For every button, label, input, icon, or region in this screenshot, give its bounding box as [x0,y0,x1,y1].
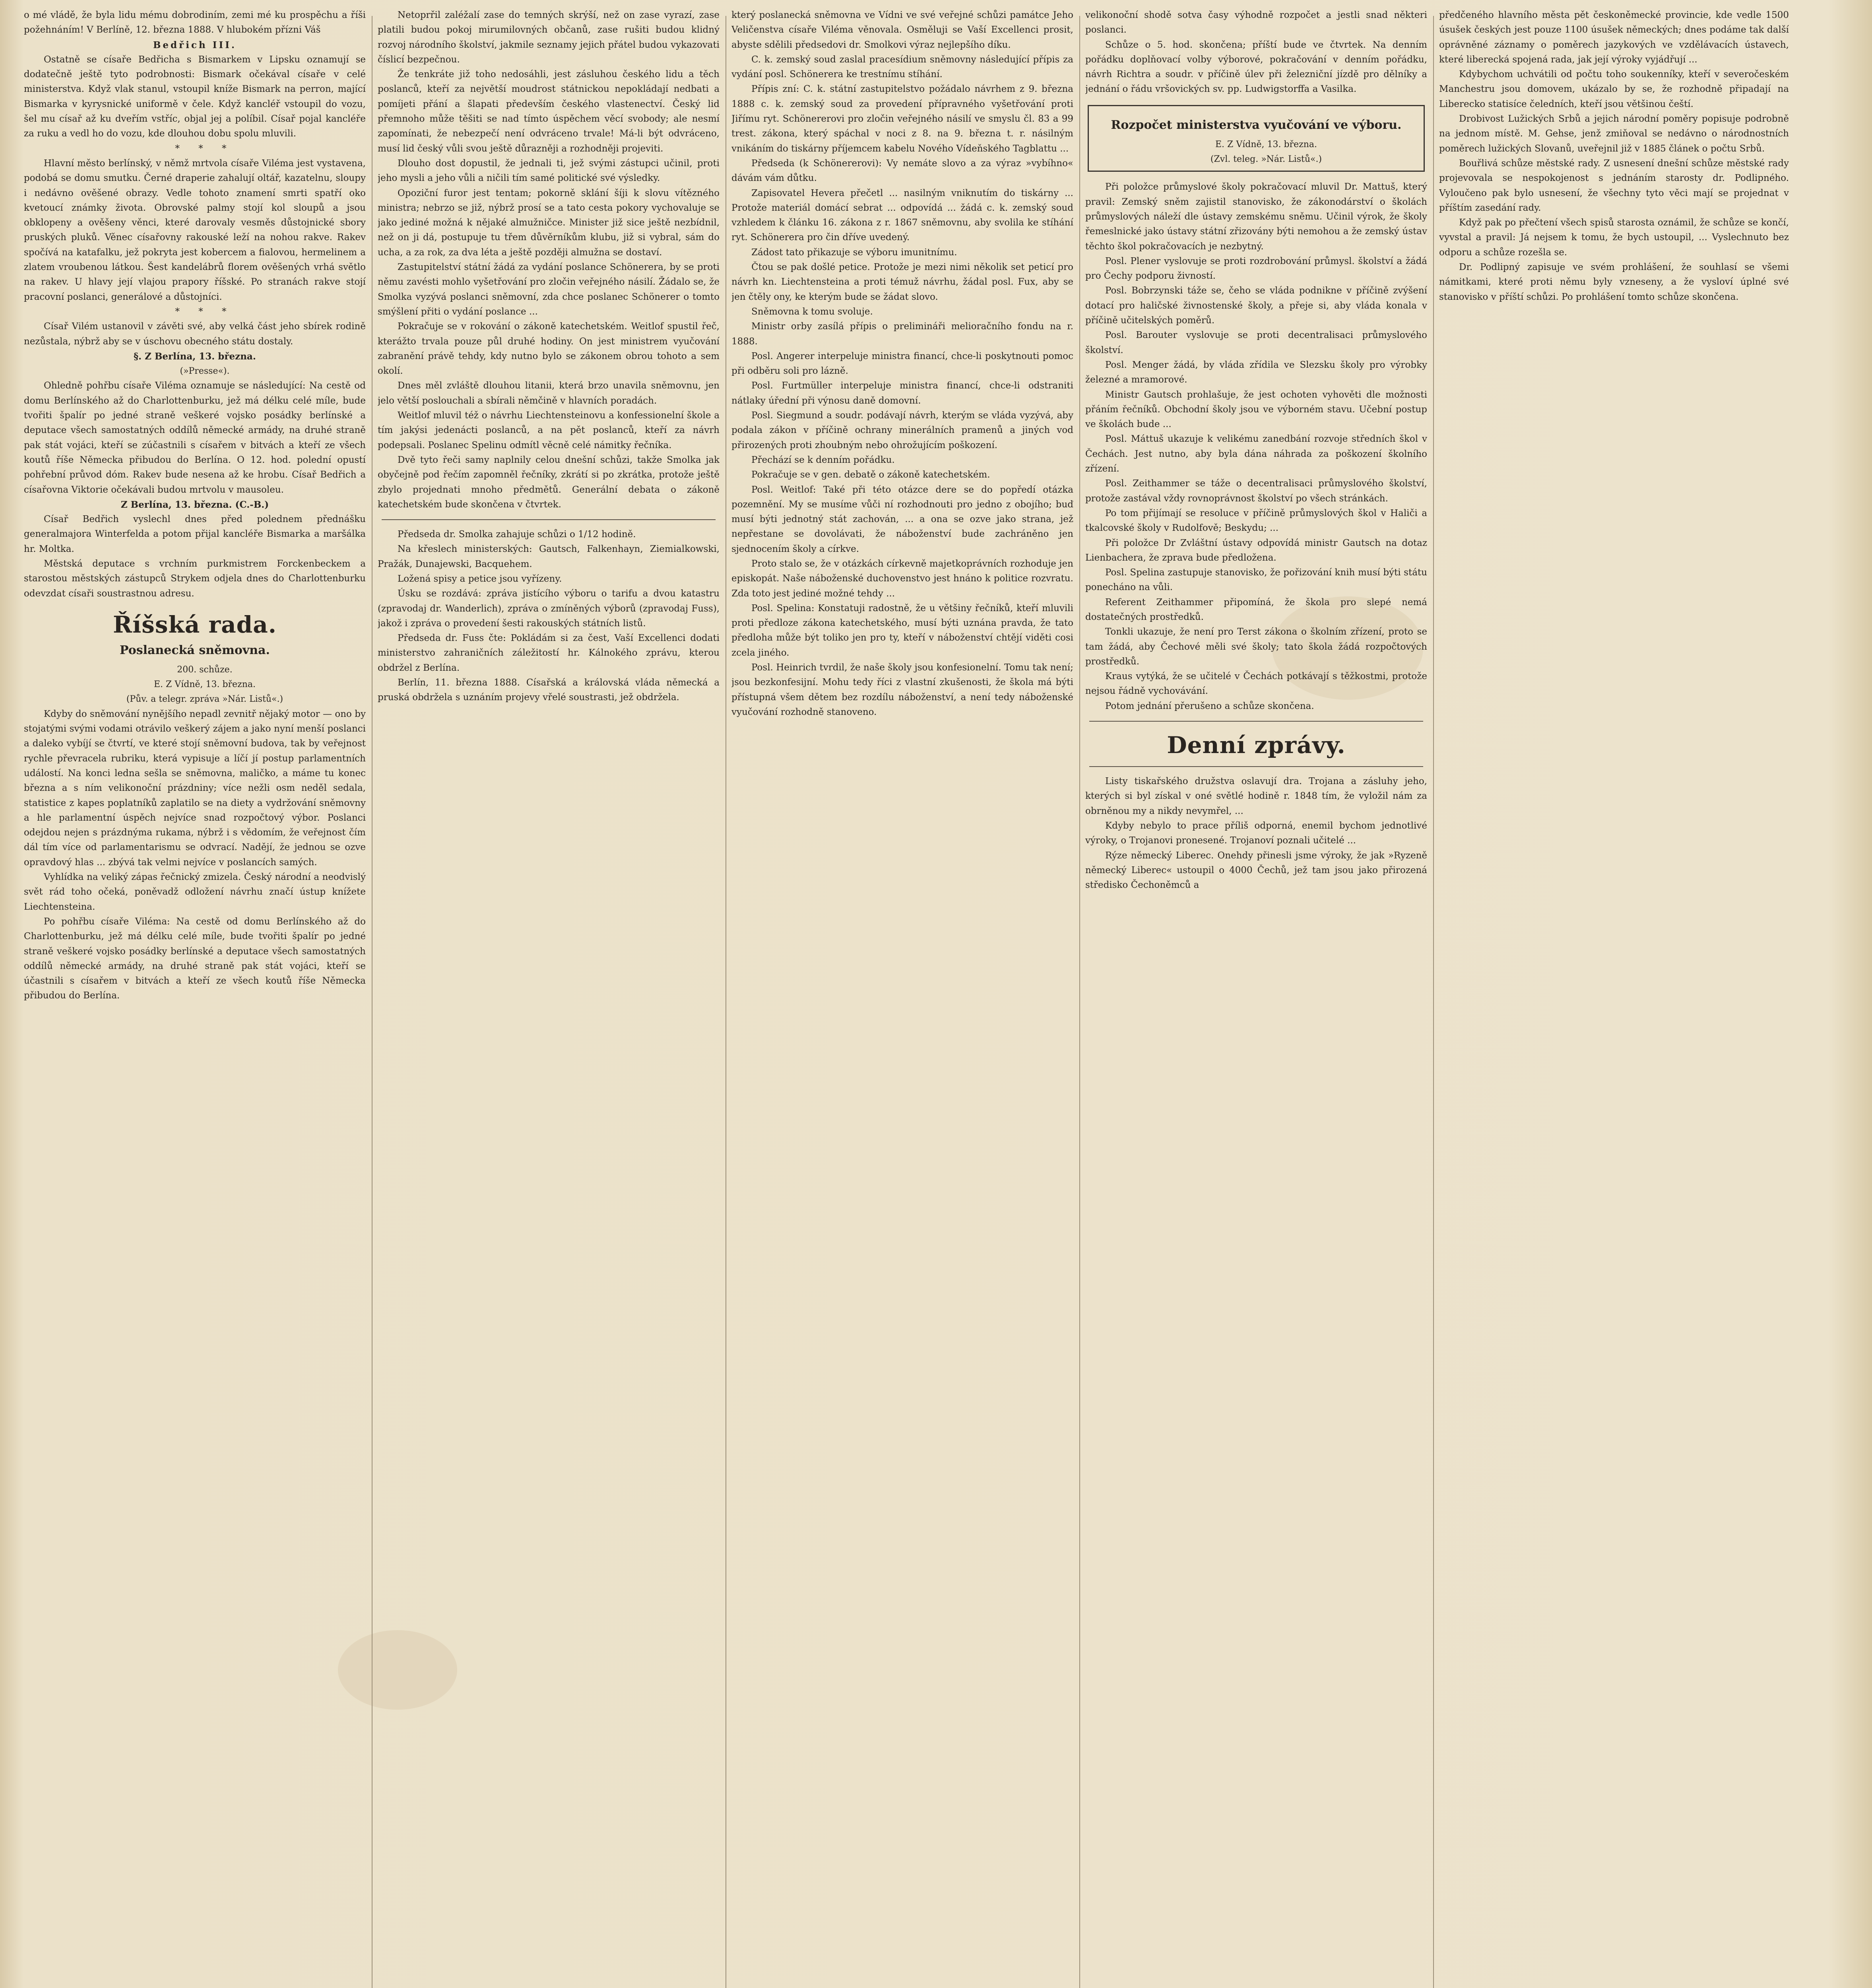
article-paragraph: Dnes měl zvláště dlouhou litanii, která brzo unavila sněmovnu, jen jelo větší poslouchali a sbírali němčině v hlavních poradách. [378,381,720,406]
article-paragraph: Weitlof mluvil též o návrhu Liechtensteinovu a konfessionelní škole a tím jakýsi jedenácti poslanců, a na pět poslanců, kteří za návrh podepsali. Poslanec Spelinu odmítl věcně celé námitky řečníka. [378,410,720,450]
article-paragraph: předčeného hlavního města pět českoněmecké provincie, kde vedle 1500 úsušek českých jest pouze 1100 úsušek německých; dnes podáme tak další oprávněné záznamy o poměrech jazykových ve vzdělávacích ústavech, které liberecká spojená rada, jak její výroky vyjádřují ... [1439,10,1789,65]
article-paragraph: Úsku se rozdává: zpráva jistícího výboru o tarifu a dvou katastru (zpravodaj dr. Wanderlich), zpráva o zmíněných výborů (zpravodaj Fuss), jakož i zpráva o provedení šesti rakouských státních listů. [378,588,720,629]
article-paragraph: Posl. Heinrich tvrdil, že naše školy jsou konfesionelní. Tomu tak není; jsou bezkonfesijní. Mohu tedy říci z vlastní zkušenosti, že škola má býti přístupná všem dětem bez rozdílu náboženství, a není tedy náboženské vyučování rozhodně stanoveno. [731,662,1073,717]
article-paragraph: Ložená spisy a petice jsou vyřízeny. [398,573,562,584]
article-paragraph: Po tom přijímají se resoluce v příčině průmyslových škol v Haliči a tkalcovské školy v Rudolfově; Beskydu; ... [1085,508,1427,534]
article-paragraph: Posl. Spelina zastupuje stanovisko, že pořizování knih musí býti státu ponecháno na vůli. [1085,567,1427,593]
section-subtitle: Poslanecká sněmovna. [120,643,270,657]
article-paragraph: Přechází se k denním pořádku. [751,454,895,465]
article-paragraph: Předseda dr. Fuss čte: Pokládám si za čest, Vaší Excellenci dodati ministerstvo zahraničních záležitostí hr. Kálnokého zprávu, kterou obdržel z Berlína. [378,633,720,673]
article-paragraph: Posl. Spelina: Konstatuji radostně, že u většiny řečníků, kteří mluvili proti předloze zákona katechetského, musí býti uznána pravda, že tato předloha může být toliko jen pro ty, kteří v náboženství chtějí viděti cosi zcela jiného. [731,603,1073,658]
budget-article-box [1088,105,1425,172]
article-paragraph: velikonoční shodě sotva časy výhodně rozpočet a jestli snad některi poslanci. [1085,10,1427,35]
article-paragraph: Posl. Bobrzynski táže se, čeho se vláda podnikne v příčině zvýšení dotací pro haličské živnostenské školy, a přeje si, aby vláda konala v příčině učitelských poměrů. [1085,285,1427,326]
article-paragraph: Posl. Angerer interpeluje ministra financí, chce-li poskytnouti pomoc při odběru soli pro lázně. [731,351,1073,377]
article-paragraph: Opoziční furor jest tentam; pokorně sklání šíji k slovu vítězného ministra; nebrzo se již, nýbrž prosí se a tato cesta pokory vychovaluje se jako jediné možná k nějaké almužničce. Minister již sice ještě nezbídnil, než on ji dá, postupuje tu třem důvěrníkům klubu, již si vybral, sám do ucha, a za rok, za dva léta a ještě později almužna se dostaví. [378,188,720,258]
article-paragraph: Potom jednání přerušeno a schůze skončena. [1105,701,1314,711]
article-paragraph: Čtou se pak došlé petice. Protože je mezi nimi několik set peticí pro návrh kn. Liechtensteina a proti témuž návrhu, žádal posl. Fux, aby se jen čtěly ony, ke kterým bude se žádat slovo. [731,262,1073,302]
article-paragraph: Zastupitelství státní žádá za vydání poslance Schönerera, by se proti němu zavésti mohlo vyšetřování pro zločin veřejného násilí. Žádalo se, že Smolka vyzývá poslanci sněmovní, zda chce poslanec Schönerer o tomto smýšlení přiti o vydání poslance ... [378,262,720,317]
article-paragraph: který poslanecká sněmovna ve Vídni ve své veřejné schůzi památce Jeho Veličenstva císaře Viléma věnovala. Osměluji se Vaší Excellenci prosit, abyste sdělili předsedovi dr. Smolkovi výraz nejlepšího díku. [731,10,1073,50]
article-paragraph: Předseda (k Schönererovi): Vy nemáte slovo a za výraz »vybíhno« dávám vám důtku. [731,158,1073,184]
column-divider [1433,16,1434,1988]
article-title: Rozpočet ministerstva vyučování ve výboru. [1111,118,1402,132]
column-divider [1079,16,1080,1988]
dateline: E. Z Vídně, 13. března. [1215,139,1317,149]
article-paragraph: Posl. Siegmund a soudr. podávají návrh, kterým se vláda vyzývá, aby podala zákon v příčině ochrany minerálních pramenů a jiných vod přirozených proti zhoubným nebo ohrožujícím poškození. [731,410,1073,450]
section-title: Denní zprávy. [1167,732,1346,759]
article-paragraph: Dvě tyto řeči samy naplnily celou dnešní schůzi, takže Smolka jak obyčejně pod řečím zapomněl řečníky, zkrátí si po zkrátka, protože ještě zbylo projednati mnoho předmětů. Generální debata o zákoně katechetském bude skončena v čtvrtek. [378,454,720,510]
dateline: Z Berlína, 13. března. (C.-B.) [120,499,269,510]
article-paragraph: Drobivost Lužických Srbů a jejich národní poměry popisuje podrobně na jednom místě. M. Gehse, jenž zmiňoval se nedávno o národnostních poměrech lužických Slovanů, uveřejnil již v 1885 článek o počtu Srbů. [1439,114,1789,154]
separator-stars: * * * [175,306,235,317]
article-paragraph: Listy tiskařského družstva oslavují dra. Trojana a zásluhy jeho, kterých si byl získal v oné světlé hodině r. 1848 tím, že vyložil nám za obrněnou my a nikdy nevymřel, ... [1085,776,1427,816]
article-paragraph: Sněmovna k tomu svoluje. [751,306,873,317]
article-paragraph: Hlavní město berlínský, v němž mrtvola císaře Viléma jest vystavena, podobá se domu smutku. Černé draperie zahalují oltář, kazatelnu, sloupy i nedávno ověšené obrazy. Vedle tohoto znamení smrti spatří oko kvetoucí známky života. Obrovské palmy stojí kol sloupů a jsou obklopeny a ověšeny věnci, které darovaly vesměs důstojnické sbory pruských pluků. Věnec císařovny rakouské leží na nohou rakve. Rakev spočívá na katafalku, jež pokryta jest kobercem a fialovou, hermelinem a zlatem vroubenou látkou. Šest kandelábrů florem ověšených vrhá světlo na rakev. U hlavy její vlajou prapory říšské. Po stranách rakve stojí pracovní poslanci, generálové a důstojníci. [24,158,366,302]
article-paragraph: Pokračuje se v rokování o zákoně katechetském. Weitlof spustil řeč, kterážto trvala pouze půl druhé hodiny. On jest ministrem vyučování zabranění právě tehdy, kdy nutno bylo se zákonem obrou tohoto a sem okolí. [378,321,720,377]
article-paragraph: Ostatně se císaře Bedřicha s Bismarkem v Lipsku oznamují se dodatečně ještě tyto podrobnosti: Bismark očekával císaře v celé ministerstva. Když vlak stanul, vstoupil kníže Bismark na perron, mající Bismarka v kyrysnické uniformě v čele. Když kancléř vstoupil do vozu, šel mu císař až ku dveřím vstříc, objal jej a políbil. Císař pojal kancléře za ruku a vedl ho do vozu, kde dlouhou dobu spolu mluvili. [24,54,366,139]
article-paragraph: Berlín, 11. března 1888. Císařská a královská vláda německá a pruská obdržela s uznáním projevy vřelé soustrasti, jež obdržela. [378,678,720,703]
session-number: 200. schůze. [177,664,233,675]
column-4 [1085,8,1427,1988]
column-1 [24,8,366,1988]
article-paragraph: Že tenkráte již toho nedosáhli, jest zásluhou českého lidu a těch poslanců, kteří za největší moudrost státnickou nepokládají nedbati a pomíjeti přání a šlapati především českého vlastenectví. Český lid přemnoho může těšiti se nad tímto úspěchem věcí svobody; ale nesmí zapomínati, že nebezpečí není odvráceno trvale! Má-li být odvráceno, musí lid český vůli svou ještě důrazněji a rozhodněji projeviti. [378,69,720,154]
article-paragraph: Zádost tato přikazuje se výboru imunitnímu. [751,247,957,258]
article-paragraph: Dr. Podlipný zapisuje ve svém prohlášení, že souhlasí se všemi námitkami, které proti němu byly vzneseny, a že vysloví úplné své stanovisko v příští schůzi. Po prohlášení tomto schůze skončena. [1439,262,1789,302]
article-paragraph: Bouřlivá schůze městské rady. Z usnesení dnešní schůze městské rady projevovala se nespokojenost s jednáním starosty dr. Podlipného. Vyloučeno pak bylo usnesení, že všechny tyto věci mají se projednat v příštím zasedání rady. [1439,158,1789,213]
article-paragraph: Referent Zeithammer připomíná, že škola pro slepé nemá dostatečných prostředků. [1085,597,1427,622]
article-paragraph: Městská deputace s vrchním purkmistrem Forckenbeckem a starostou městských zástupců Strykem odjela dnes do Charlottenburku odevzdat císaři soustrastnou adresu. [24,558,366,599]
column-2 [378,8,720,1988]
article-paragraph: Kdyby do sněmování nynějšího nepadl zevnitř nějaký motor — ono by stojatými svými vodami otrávilo veškerý zájem a jako nyní menší poslanci a daleko vybíjí se čtvrtí, ve které stojí sněmovní budova, tak by veřejnost rychle převracela rubriku, která vypisuje a líčí jí postup parlamentních událostí. Na konci ledna sešla se sněmovna, maličko, a máme tu konec března a s ním velikonoční prázdniny; více nežli osm neděl sedala, statistice z kapes poplatníků zaplatilo se na diety a vydržování sněmovny a hle parlamentní úspěch nejvíce snad rozpočtový výbor. Poslanci odejdou nejen s prázdnýma rukama, nýbrž i s vědomím, že veřejnost čím dál tím více od parlamentarismu se odvrací. Nadějí, že jednou se ozve opravdový hlas ... zbývá tak velmi nejvíce v poslancích samých. [24,709,366,868]
article-paragraph: Posl. Barouter vyslovuje se proti decentralisaci průmyslového školství. [1085,330,1427,355]
column-5 [1439,8,1789,1988]
divider [1089,721,1423,722]
article-paragraph: Císař Bedřich vyslechl dnes před polednem přednášku generalmajora Winterfelda a potom přijal kancléře Bismarka a maršálka hr. Moltka. [24,514,366,554]
article-paragraph: Kraus vytýká, že se učitelé v Čechách potkávají s těžkostmi, protože nejsou řádně vychovávání. [1085,671,1427,697]
source-note: (Pův. a telegr. zpráva »Nár. Listů«.) [126,694,283,705]
divider [1089,766,1423,767]
article-paragraph: Kdyby nebylo to prace příliš odporná, enemil bychom jednotlivé výroky, o Trojanovi pronesené. Trojanoví poznali učitelé ... [1085,820,1427,846]
article-paragraph: C. k. zemský soud zaslal pracesídium sněmovny následující přípis za vydání posl. Schönerera ke trestnímu stíhání. [731,54,1073,80]
article-paragraph: Posl. Máttuš ukazuje k velikému zanedbání rozvoje středních škol v Čechách. Jest nutno, aby byla dána náhrada za poškození školního zřízení. [1085,434,1427,474]
article-paragraph: Ministr orby zasílá přípis o prelimináři melioračního fondu na r. 1888. [731,321,1073,347]
article-paragraph: Po pohřbu císaře Viléma: Na cestě od domu Berlínského až do Charlottenburku, jež má délku celé míle, bude tvořiti špalír po jedné straně veškeré vojsko posádky berlínské a deputace všech samostatných oddílů německé armády, na druhé straně pak stát vojáci, kteří se účastnili s císařem v bitvách a kteří ze všech koutů říše Německa přibudou do Berlína. [24,916,366,1001]
article-paragraph: Tonkli ukazuje, že není pro Terst zákona o školním zřízení, proto se tam žádá, aby Čechové měli své školy; tato škola žádá rozpočtových prostředků. [1085,627,1427,667]
article-paragraph: Císař Vilém ustanovil v závěti své, aby velká část jeho sbírek rodině nezůstala, nýbrž aby se v úschovu obecného státu dostaly. [24,321,366,347]
article-paragraph: Kdybychom uchvátili od počtu toho soukenníky, kteří v severočeském Manchestru jsou domovem, ukázalo by se, že rozhodně připadají na Liberecko statisíce čeledních, kteří jsou většinou čeští. [1439,69,1789,109]
article-paragraph: Při položce Dr Zvláštní ústavy odpovídá ministr Gautsch na dotaz Lienbachera, že zprava bude předložena. [1085,538,1427,563]
article-paragraph: Posl. Zeithammer se táže o decentralisaci průmyslového školství, protože zastával vždy rovnoprávnost školství po všech stránkách. [1085,478,1427,504]
article-paragraph: Když pak po přečtení všech spisů starosta oznámil, že schůze se končí, vyvstal a pravil: Já nejsem k tomu, že bych ustoupil, ... Vyslechnuto bez odporu a schůze rozešla se. [1439,217,1789,258]
article-paragraph: Proto stalo se, že v otázkách církevně majetkoprávních rozhoduje jen episkopát. Naše náboženské duchovenstvo jest hnáno k politice rozvratu. Zda toto jest jediné možné tehdy ... [731,558,1073,599]
article-paragraph: Netoprřil zaléžalí zase do temných skrýší, než on zase vyrazí, zase platili budou pokoj mirumilovných občanů, zase rušiti budou klidný rozvoj národního školství, jakmile seznamy jejich přátel budou vykazovati číslicí bezpečnou. [378,10,720,65]
dateline: §. Z Berlína, 13. března. [134,351,256,362]
article-paragraph: Přípis zní: C. k. státní zastupitelstvo požádalo návrhem z 9. března 1888 c. k. zemský soud za provedení přípravného vyšetřování proti Jiřímu ryt. Schönererovi pro zločin veřejného násilí ve smyslu čl. 83 a 99 trest. zákona, který spáchal v noci z 8. na 9. března t. r. násilným vnikáním do tiskárny příjemcem kabelu Nového Vídeňského Tagblattu ... [731,84,1073,154]
article-paragraph: Pokračuje se v gen. debatě o zákoně katechetském. [751,470,990,480]
article-paragraph: Ministr Gautsch prohlašuje, že jest ochoten vyhověti dle možnosti přáním řečníků. Obchodní školy jsou ve výborném stavu. Učební postup ve školách bude ... [1085,389,1427,430]
article-paragraph: Posl. Plener vyslovuje se proti rozdrobování průmysl. školství a žádá pro Čechy podporu živností. [1085,256,1427,282]
article-paragraph: Ohledně pohřbu císaře Viléma oznamuje se následující: Na cestě od domu Berlínského až do Charlottenburku, jež má délku celé míle, bude tvořiti špalír po jedné straně veškeré vojsko posádky berlínské a deputace všech samostatných oddílů německé armády, na druhé straně pak stát vojáci, kteří se zúčastnili s císařem v bitvách a kteří ze všech koutů říše Německa přibudou do Berlína. O 12. hod. polední opustí pohřební průvod dóm. Rakev bude nesena až ke hrobu. Císař Bedřich a císařovna Viktorie očekávali budou mrtvolu v mausoleu. [24,381,366,495]
article-paragraph: o mé vládě, že byla lidu mému dobrodiním, zemi mé ku prospěchu a říši požehnáním! V Berlíně, 12. března 1888. V hlubokém přízni Váš [24,10,366,35]
article-paragraph: Schůze o 5. hod. skončena; příští bude ve čtvrtek. Na denním pořádku doplňovací volby výborové, pokračování v denním pořádku, návrh Richtra a soudr. v příčině úlev při železniční jízdě pro dělníky a jednání o řádu vršovických sv. pp. Ludwigstorffa a Vasilka. [1085,39,1427,95]
article-paragraph: Posl. Furtmüller interpeluje ministra financí, chce-li odstraniti nátlaky úřední při výnosu daně domovní. [731,381,1073,406]
article-paragraph: Vyhlídka na veliký zápas řečnický zmizela. Český národní a neodvislý svět rád toho očeká, poněvadž odložení návrhu značí ústup knížete Liechtensteina. [24,872,366,912]
dateline: E. Z Vídně, 13. března. [154,679,256,690]
article-paragraph: Posl. Menger žádá, by vláda zřídila ve Slezsku školy pro výrobky železné a mramorové. [1085,359,1427,385]
article-paragraph: Při položce průmyslové školy pokračovací mluvil Dr. Mattuš, který pravil: Zemský sněm zajistil stanovisko, že zákonodárství o školách průmyslových náleží dle ústavy zemskému sněmu. Učinil výrok, že školy řemeslnické jako ústavy státní zřizovány býti nemohou a že zemský ústav těchto škol pokračovacích je nezbytný. [1085,182,1427,252]
article-paragraph: Na křeslech ministerských: Gautsch, Falkenhayn, Ziemialkowski, Pražák, Dunajewski, Bacquehem. [378,544,720,569]
article-paragraph: Předseda dr. Smolka zahajuje schůzi o 1/12 hodině. [398,529,636,540]
article-paragraph: Posl. Weitlof: Také při této otázce dere se do popředí otázka pozemnění. My se musíme vůči ní rozhodnouti pro jedno z obojího; buď musí býti jednotný stát zachován, ... a ona se ozve jako strana, jež nepřestane se dovolávati, že náboženství bude zachráněno jen sjednocením školy a církve. [731,484,1073,554]
source-note: (Zvl. teleg. »Nár. Listů«.) [1210,154,1322,165]
article-paragraph: Zapisovatel Hevera přečetl ... nasilným vniknutím do tiskárny ... Protože materiál domácí sebrat ... odpovídá ... žádá c. k. zemský soud vzhledem k článku 16. zákona z r. 1867 sněmovnu, aby svolila ke stíhání ryt. Schönerera pro čin dříve uvedený. [731,188,1073,243]
section-title: Říšská rada. [113,611,277,638]
article-paragraph: Rýze německý Liberec. Onehdy přinesli jsme výroky, že jak »Ryzeně německý Liberec« ustoupil o 4000 Čechů, jež tam jsou jako přirozená středisko Čechoněmců a [1085,850,1427,891]
separator-stars: * * * [175,143,235,154]
signature: Bedřich III. [153,39,237,50]
article-paragraph: Dlouho dost dopustil, že jednali ti, jež svými zástupci učinil, proti jeho mysli a jeho vůli a ničili tím samé politické své výsledky. [378,158,720,184]
divider [382,519,716,520]
source-note: (»Presse«). [180,366,230,377]
column-3 [731,8,1073,1988]
